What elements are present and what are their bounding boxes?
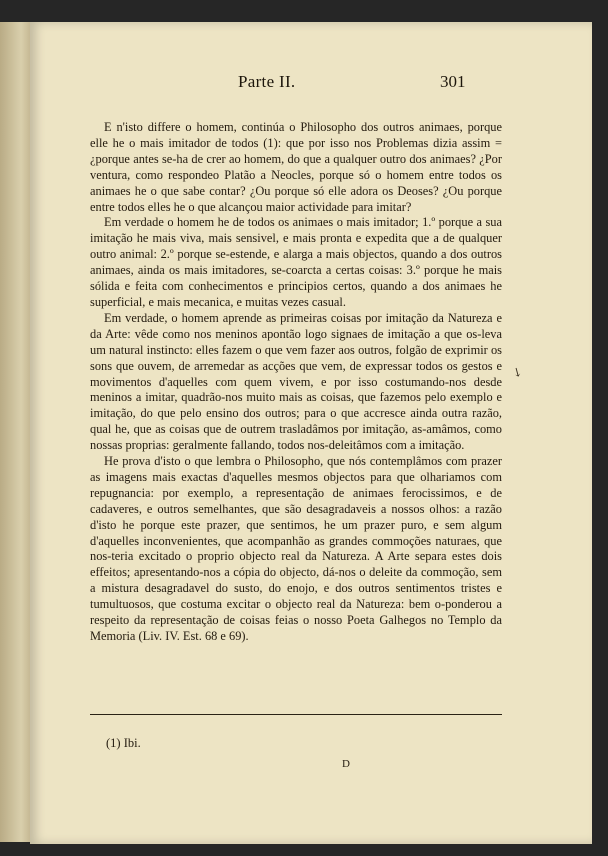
paragraph: Em verdade o homem he de todos os animaes o mais imitador; 1.º porque a sua imitação he mais viva, mais sensivel, e mais pronta e expedita que a de qualquer outro animal: 2.º porque se-estende, e alarga a mais objectos, quando a dos outros animaes, ainda os mais imitadores, se-coarcta a certas coisas: 3.º porque he mais sólida e feita com conhecimentos e principios certos, quando a dos animaes he superficial, e mais mecanica, e muitas vezes casual.: [90, 215, 502, 309]
paragraph: Em verdade, o homem aprende as primeiras coisas por imitação da Natureza e da Arte: vêde como nos meninos apontão logo signaes de imitação a que os-leva um natural instincto: elles fazem o que vem fazer aos outros, folgão de exprimir os sons que ouvem, de arremedar as acções que vem, de expressar todos os gestos e movimentos d'aquelles com quem vivem, e por isso costumando-nos desde meninos a imitar, quadrão-nos muito mais as coisas, que fazemos pelo exemplo e imitação, do que pelo ensino dos outros; para o que accresce ainda outra razão, qual he, que as coisas que de outrem trasladâmos por imitação, as-amâmos, como nossas proprias: geralmente fallando, todos nos-deleitâmos com a imitação.: [90, 310, 502, 453]
book-page: [30, 22, 592, 844]
footnote: (1) Ibi.: [106, 736, 141, 750]
paragraph: E n'isto differe o homem, continúa o Philosopho dos outros animaes, porque elle he o mais imitador de todos (1): que por isso nos Problemas dizia assim = ¿porque antes se-ha de crer ao homem, do que a qualquer outro dos animaes? ¿Por ventura, como respondeo Platão a Neocles, porque só o homem entre todos os animaes he o que sabe contar? ¿Ou porque só elle adora os Deoses? ¿Ou porque entre todos elles he o que alcançou maior actividade para imitar?: [90, 120, 502, 214]
page-header: [30, 72, 592, 96]
footnote-rule: [90, 714, 502, 715]
ink-mark: ↘: [509, 363, 526, 381]
paragraph: He prova d'isto o que lembra o Philosopho, que nós contemplâmos com prazer as imagens mais exactas d'aquelles mesmos objectos para que olhariamos com repugnancia: por exemplo, a representação de animaes ferocissimos, e de cadaveres, e outros semelhantes, que são desagradaveis a nossos olhos: a razão d'isto he porque este prazer, que sentimos, he um prazer puro, e sem algum d'aquelles inconvenientes, que acompanhão as grandes commoções naturaes, que nos-teria excitado o proprio objecto real da Natureza. A Arte separa estes dois effeitos; apresentando-nos a cópia do objecto, dá-nos o deleite da commoção, sem a mistura desagradavel do susto, do enojo, e dos outros sentimentos tristes e tumultuosos, que costuma excitar o objecto real da Natureza: bem o-ponderou a respeito da representação de coisas feias o nosso Poeta Galhegos no Templo da Memoria (Liv. IV. Est. 68 e 69).: [90, 454, 502, 643]
page-number: 301: [440, 72, 466, 91]
signature-mark: D: [342, 758, 350, 770]
body-text: [90, 120, 502, 645]
running-head: Parte II.: [238, 72, 296, 91]
book-spine-edge: [0, 22, 30, 842]
